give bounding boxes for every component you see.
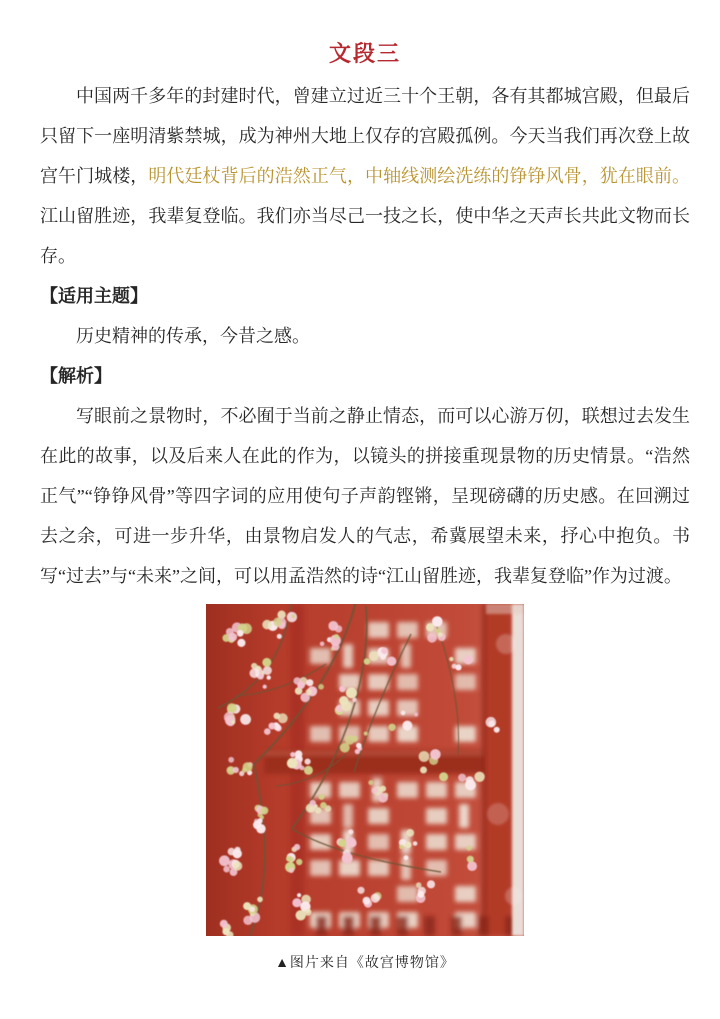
paragraph-intro	[40, 76, 690, 276]
paragraph-intro-continuation: 江山留胜迹，我辈复登临。我们亦当尽己一技之长，使中华之天声长共此文物而长存。	[40, 206, 690, 266]
paragraph-intro-text: 中国两千多年的封建时代，曾建立过近三十个王朝，各有其都城宫殿，但最后只留下一座明清紫禁城，成为神州大地上仅存的宫殿孤例。今天当我们再次登上故宫午门城楼，	[40, 86, 690, 186]
analysis-text: 写眼前之景物时，不必囿于当前之静止情态，而可以心游万仞，联想过去发生在此的故事，以及后来人在此的作为，以镜头的拼接重现景物的历史情景。“浩然正气”“铮铮风骨”等四字词的应用使句子声韵铿锵，呈现磅礴的历史感。在回溯过去之余，可进一步升华，由景物启发人的气志，希冀展望未来，抒心中抱负。书写“过去”与“未来”之间，可以用孟浩然的诗“江山留胜迹，我辈复登临”作为过渡。	[40, 406, 690, 586]
theme-text: 历史精神的传承，今昔之感。	[76, 326, 310, 346]
palace-blossom-photo	[206, 604, 524, 936]
section-header-analysis: 【解析】	[40, 366, 112, 386]
figure-caption: ▲图片来自《故宫博物馆》	[275, 956, 455, 971]
figure	[206, 604, 524, 974]
page-title: 文段三	[328, 41, 401, 66]
section-header-theme: 【适用主题】	[40, 286, 148, 306]
paragraph-intro-highlight: 明代廷杖背后的浩然正气，中轴线测绘洗练的铮铮风骨，犹在眼前。	[148, 166, 690, 186]
